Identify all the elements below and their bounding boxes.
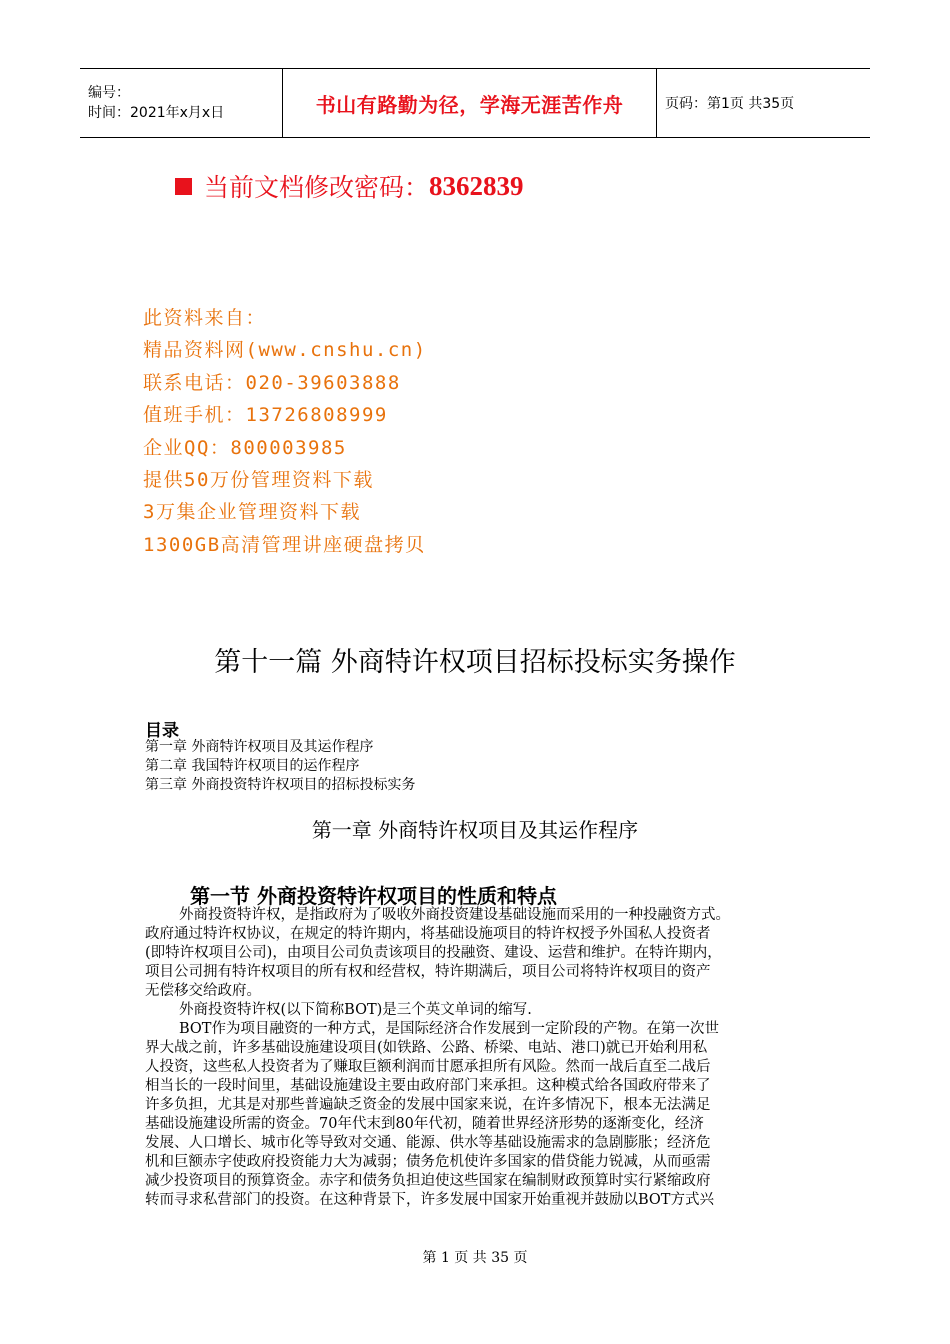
toc-heading: 目录	[145, 721, 179, 741]
source-line: 联系电话：020-39603888	[143, 371, 401, 394]
body-line: 人投资，这些私人投资者为了赚取巨额利润而甘愿承担所有风险。然而一战后直至二战后	[145, 1059, 711, 1075]
page-header	[80, 68, 870, 138]
body-line: 相当长的一段时间里，基础设施建设主要由政府部门来承担。这种模式给各国政府带来了	[145, 1078, 711, 1094]
number-label: 编号：	[88, 85, 130, 101]
body-line: 发展、人口增长、城市化等导致对交通、能源、供水等基础设施需求的急剧膨胀；经济危	[145, 1135, 711, 1151]
body-text	[145, 906, 825, 1210]
body-line: 转而寻求私营部门的投资。在这种背景下，许多发展中国家开始重视并鼓励以BOT方式兴	[145, 1192, 714, 1208]
body-line: (即特许权项目公司)，由项目公司负责该项目的投融资、建设、运营和维护。在特许期内，	[145, 945, 722, 961]
header-page-code	[657, 69, 870, 137]
table-of-contents	[145, 738, 415, 795]
toc-item: 第一章 外商特许权项目及其运作程序	[145, 739, 374, 755]
body-line: 外商投资特许权，是指政府为了吸收外商投资建设基础设施而采用的一种投融资方式。	[179, 907, 730, 923]
password-notice	[175, 168, 524, 204]
body-line: 项目公司拥有特许权项目的所有权和经营权，特许期满后，项目公司将特许权项目的资产	[145, 964, 711, 980]
source-line: 1300GB高清管理讲座硬盘拷贝	[143, 533, 426, 556]
section-title: 第一节 外商投资特许权项目的性质和特点	[190, 884, 557, 908]
source-line: 3万集企业管理资料下载	[143, 501, 361, 524]
document-title: 第十一篇 外商特许权项目招标投标实务操作	[214, 647, 736, 678]
page-footer: 第 1 页 共 35 页	[422, 1250, 528, 1266]
source-line: 精品资料网(www.cnshu.cn)	[143, 339, 427, 362]
header-meta	[80, 69, 282, 137]
chapter-title: 第一章 外商特许权项目及其运作程序	[311, 818, 639, 842]
toc-item: 第二章 我国特许权项目的运作程序	[145, 758, 360, 774]
password-label: 当前文档修改密码：	[204, 173, 430, 202]
body-line: 外商投资特许权(以下简称BOT)是三个英文单词的缩写.	[179, 1002, 532, 1018]
body-line: 界大战之前，许多基础设施建设项目(如铁路、公路、桥梁、电站、港口)就已开始利用私	[145, 1040, 708, 1056]
time-label: 时间：2021年x月x日	[88, 105, 225, 121]
body-line: 基础设施建设所需的资金。70年代末到80年代初，随着世界经济形势的逐渐变化，经济	[145, 1116, 704, 1132]
header-motto	[282, 69, 657, 137]
body-line: 许多负担，尤其是对那些普遍缺乏资金的发展中国家来说，在许多情况下，根本无法满足	[145, 1097, 711, 1113]
password-code: 8362839	[429, 170, 524, 201]
body-line: 机和巨额赤字使政府投资能力大为减弱；债务危机使许多国家的借贷能力锐减，从而亟需	[145, 1154, 711, 1170]
source-line: 此资料来自：	[143, 307, 267, 329]
page-code-text: 页码：第1页 共35页	[665, 96, 795, 112]
body-line: 政府通过特许权协议，在规定的特许期内，将基础设施项目的特许权授予外国私人投资者	[145, 926, 711, 942]
source-line: 值班手机：13726808999	[143, 404, 388, 427]
source-line: 企业QQ：800003985	[143, 436, 347, 459]
body-line: BOT作为项目融资的一种方式，是国际经济合作发展到一定阶段的产物。在第一次世	[179, 1021, 719, 1037]
source-line: 提供50万份管理资料下载	[143, 468, 374, 491]
motto-text: 书山有路勤为径，学海无涯苦作舟	[315, 92, 624, 117]
source-info	[143, 302, 427, 561]
body-line: 减少投资项目的预算资金。赤字和债务负担迫使这些国家在编制财政预算时实行紧缩政府	[145, 1173, 711, 1189]
square-bullet-icon	[175, 178, 192, 195]
toc-item: 第三章 外商投资特许权项目的招标投标实务	[145, 777, 416, 793]
body-line: 无偿移交给政府。	[145, 983, 261, 999]
